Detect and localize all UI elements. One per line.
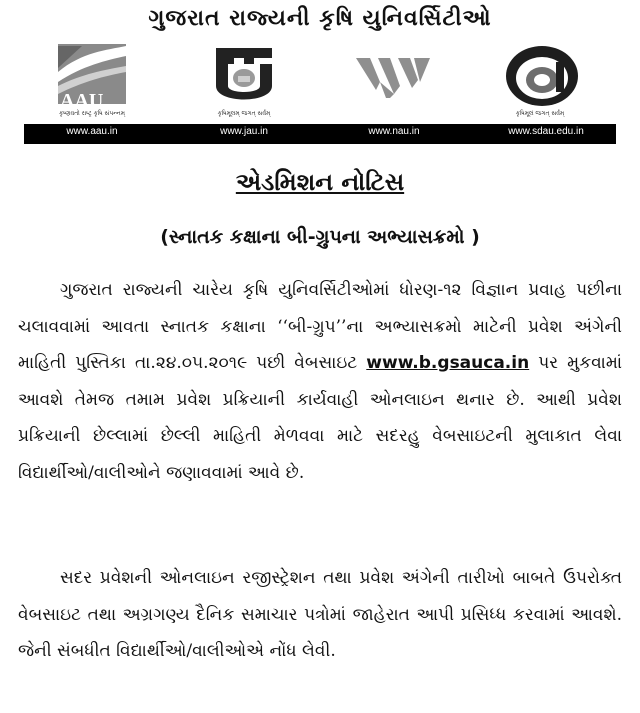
sdau-logo-caption: કૃષિમૂલં જગત્ સર્વમ્ (515, 110, 565, 117)
jau-link[interactable]: www.jau.in (220, 126, 268, 137)
university-logo-band (24, 40, 616, 148)
notice-title: એડમિશન નોટિસ (235, 168, 405, 196)
paragraph-1-text-end: પર મુકવામાં આવશે તેમજ તમામ પ્રવેશ પ્રક્રિયાની કાર્યવાહી ઓનલાઇન થનાર છે. આથી પ્રવેશ પ્રક્રિયાની છેલ્લામાં છેલ્લી માહિતી મેળવવા માટે સદરહુ વેબસાઇટની મુલાકાત લેવા વિદ્યાર્થીઓ/વાલીઓને જણાવવામાં આવે છે. (18, 353, 622, 483)
aau-logo-caption: કૃષ્ણવતો રાષ્ટ્ર કૃષિ સંપન્નમ્ (59, 110, 125, 117)
notice-paragraph-2: સદર પ્રવેશની ઓનલાઇન રજીસ્ટ્રેશન તથા પ્રવેશ અંગેની તારીખો બાબતે ઉપરોક્ત વેબસાઇટ તથા અગ્રગણ્ય દૈનિક સમાચાર પત્રોમાં જાહેરાત આપી પ્રસિધ્ધ કરવામાં આવશે. જેની સંબધીત વિદ્યાર્થીઓ/વાલીઓએ નોંધ લેવી. (18, 568, 622, 661)
page-title: ગુજરાત રાજ્યની કૃષિ યુનિવર્સિટીઓ (148, 6, 492, 31)
notice-subtitle: (સ્નાતક કક્ષાના બી-ગ્રુપના અભ્યાસક્રમો ) (160, 226, 480, 248)
aau-link[interactable]: www.aau.in (66, 126, 118, 137)
notice-paragraph-1 (18, 272, 622, 491)
admission-website-link[interactable]: www.b.gsauca.in (366, 353, 530, 373)
nau-logo-icon (354, 42, 434, 124)
aau-logo-name: AAU (60, 90, 104, 112)
jau-logo-caption: કૃષિમૂલમ્ જગત્ સર્વમ્ (217, 110, 271, 117)
paragraph-1-text-start: ગુજરાત રાજ્યની ચારેય કૃષિ યુનિવર્સિટીઓમાં ધોરણ-૧૨ વિજ્ઞાન પ્રવાહ પછીના ચલાવવામાં આવતા સ્નાતક કક્ષાના ‘‘બી-ગ્રુપ’’ના અભ્યાસક્રમો માટેની પ્રવેશ અંગેની માહિતી પુસ્તિકા તા.૨૪.૦૫.૨૦૧૯ પછી વેબસાઇટ (18, 280, 622, 373)
nau-link[interactable]: www.nau.in (368, 126, 420, 137)
sdau-link[interactable]: www.sdau.edu.in (508, 126, 584, 137)
